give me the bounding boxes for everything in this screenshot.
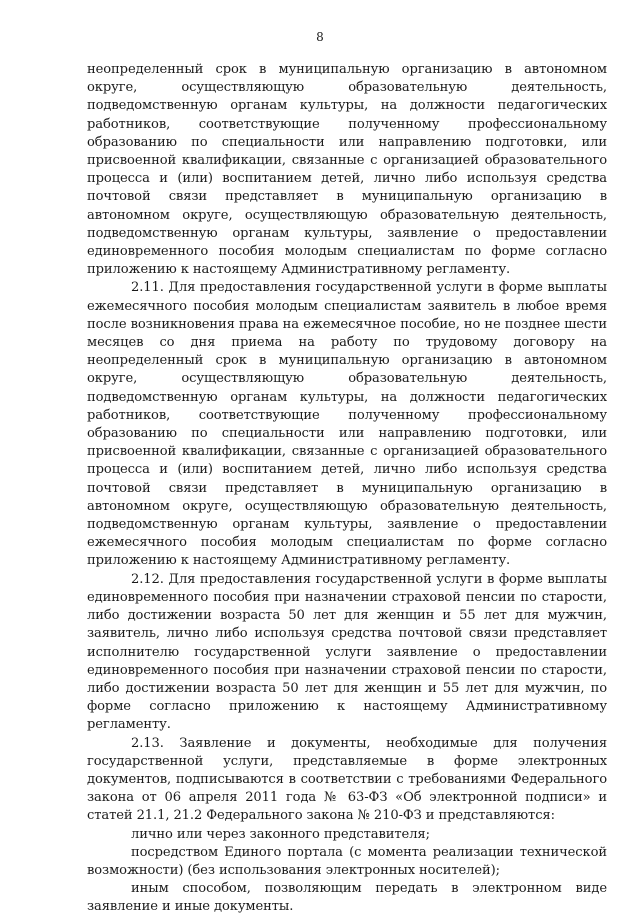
paragraph-continuation: неопределенный срок в муниципальную организацию в автономном округе, осуществляющую образовательную деятельность, подведомственную органам культуры, на должности педагогических работников, соответствующие полученному профессиональному образованию по специальности или направлению подготовки, или присвоенной квалификации, связанные с организацией образовательного процесса и (или) воспитанием детей, лично либо используя средства почтовой связи представляет в муниципальную организацию в автономном округе, осуществляющую образовательную деятельность, подведомственную органам культуры, заявление о предоставлении единовременного пособия молодым специалистам по форме согласно приложению к настоящему Административному регламенту. [87, 62, 607, 278]
page-number: 8 [316, 30, 324, 44]
paragraph-2-12: 2.12. Для предоставления государственной услуги в форме выплаты единовременного пособия при назначении страховой пенсии по старости, либо достижении возраста 50 лет для женщин и 55 лет для мужчин, заявитель, лично либо используя средства почтовой связи представляет исполнителю государственной услуги заявление о предоставлении единовременного пособия при назначении страховой пенсии по старости, либо достижении возраста 50 лет для женщин и 55 лет для мужчин, по форме согласно приложению к настоящему Административному регламенту. [87, 571, 607, 733]
document-body [87, 61, 607, 917]
paragraph-2-11: 2.11. Для предоставления государственной услуги в форме выплаты ежемесячного пособия молодым специалистам заявитель в любое время после возникновения права на ежемесячное пособие, но не позднее шести месяцев со дня приема на работу по трудовому договору на неопределенный срок в муниципальную организацию в автономном округе, осуществляющую образовательную деятельность, подведомственную органам культуры, на должности педагогических работников, соответствующие полученному профессиональному образованию по специальности или направлению подготовки, или присвоенной квалификации, связанные с организацией образовательного процесса и (или) воспитанием детей, лично либо используя средства почтовой связи представляет в муниципальную организацию в автономном округе, осуществляющую образовательную деятельность, подведомственную органам культуры, заявление о предоставлении ежемесячного пособия молодым специалистам по форме согласно приложению к настоящему Административному регламенту. [87, 280, 607, 569]
list-item-portal: посредством Единого портала (с момента реализации технической возможности) (без использования электронных носителей); [87, 844, 607, 878]
list-item-other-method: иным способом, позволяющим передать в электронном виде заявление и иные документы. [87, 881, 607, 915]
paragraph-2-13: 2.13. Заявление и документы, необходимые для получения государственной услуги, представляемые в форме электронных документов, подписываются в соответствии с требованиями Федерального закона от 06 апреля 2011 года № 63-ФЗ «Об электронной подписи» и статей 21.1, 21.2 Федерального закона № 210-ФЗ и представляются: [87, 735, 607, 824]
list-item-in-person: лично или через законного представителя; [131, 826, 430, 842]
